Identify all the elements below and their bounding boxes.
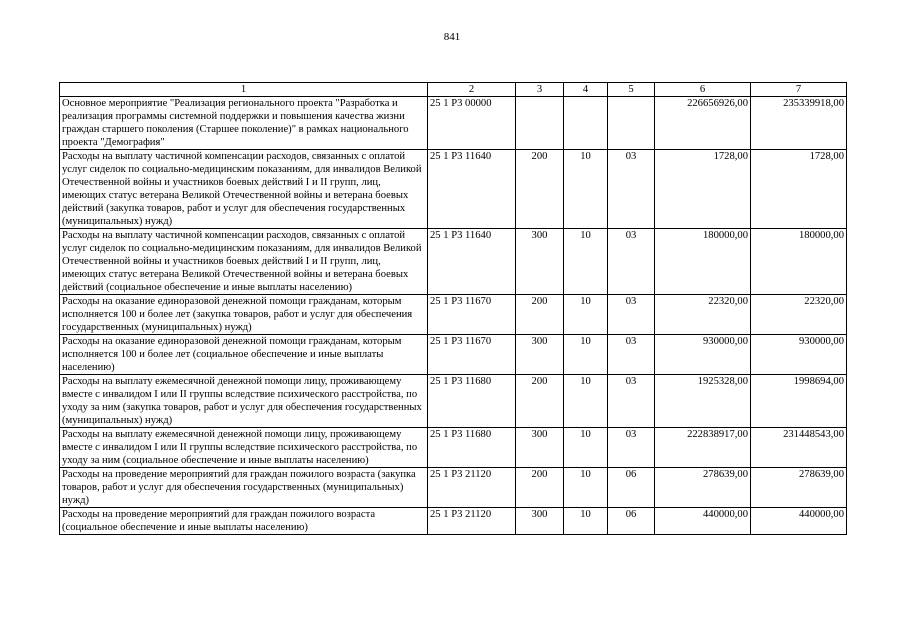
amount-col-7: 1998694,00 (751, 375, 847, 428)
section-code (564, 97, 608, 150)
amount-col-7: 930000,00 (751, 335, 847, 375)
expense-type-code: 200 (516, 375, 564, 428)
expense-type-code: 300 (516, 508, 564, 535)
target-article-code: 25 1 P3 11670 (428, 295, 516, 335)
header-cell: 7 (751, 83, 847, 97)
table-row (60, 150, 847, 229)
subsection-code (608, 97, 655, 150)
expense-type-code (516, 97, 564, 150)
subsection-code: 03 (608, 375, 655, 428)
expense-type-code: 200 (516, 468, 564, 508)
page-number: 841 (443, 31, 461, 43)
subsection-code: 03 (608, 229, 655, 295)
amount-col-7: 440000,00 (751, 508, 847, 535)
row-description: Расходы на проведение мероприятий для граждан пожилого возраста (закупка товаров, работ и услуг для обеспечения государственных (муниципальных) нужд) (60, 468, 428, 508)
amount-col-6: 222838917,00 (655, 428, 751, 468)
table-row (60, 229, 847, 295)
amount-col-7: 22320,00 (751, 295, 847, 335)
row-description: Расходы на оказание единоразовой денежной помощи гражданам, которым исполняется 100 и более лет (закупка товаров, работ и услуг для обеспечения государственных (муниципальных) нужд) (60, 295, 428, 335)
expense-type-code: 200 (516, 150, 564, 229)
amount-col-7: 231448543,00 (751, 428, 847, 468)
expense-type-code: 300 (516, 229, 564, 295)
header-cell: 6 (655, 83, 751, 97)
amount-col-6: 930000,00 (655, 335, 751, 375)
subsection-code: 03 (608, 335, 655, 375)
row-description: Расходы на проведение мероприятий для граждан пожилого возраста (социальное обеспечение и иные выплаты населению) (60, 508, 428, 535)
header-cell: 4 (564, 83, 608, 97)
section-code: 10 (564, 468, 608, 508)
table-row (60, 295, 847, 335)
target-article-code: 25 1 P3 00000 (428, 97, 516, 150)
header-cell: 1 (60, 83, 428, 97)
target-article-code: 25 1 P3 21120 (428, 508, 516, 535)
expense-type-code: 300 (516, 335, 564, 375)
row-description: Расходы на выплату частичной компенсации расходов, связанных с оплатой услуг сиделок по социально-медицинским показаниям, для инвалидов Великой Отечественной войны и участников боевых действий I и II групп, лиц, имеющих статус ветерана Великой Отечественной войны и ветерана боевых действий (социальное обеспечение и иные выплаты населению) (60, 229, 428, 295)
subsection-code: 03 (608, 428, 655, 468)
table-row (60, 375, 847, 428)
amount-col-6: 1728,00 (655, 150, 751, 229)
table-row (60, 508, 847, 535)
amount-col-7: 180000,00 (751, 229, 847, 295)
target-article-code: 25 1 P3 11680 (428, 428, 516, 468)
amount-col-6: 1925328,00 (655, 375, 751, 428)
section-code: 10 (564, 335, 608, 375)
table-row (60, 468, 847, 508)
section-code: 10 (564, 375, 608, 428)
amount-col-6: 180000,00 (655, 229, 751, 295)
target-article-code: 25 1 P3 11680 (428, 375, 516, 428)
subsection-code: 06 (608, 508, 655, 535)
header-cell: 3 (516, 83, 564, 97)
row-description: Расходы на выплату ежемесячной денежной помощи лицу, проживающему вместе с инвалидом I или II группы вследствие психического расстройства, по уходу за ним (закупка товаров, работ и услуг для обеспечения государственных (муниципальных) нужд) (60, 375, 428, 428)
amount-col-6: 278639,00 (655, 468, 751, 508)
expense-type-code: 300 (516, 428, 564, 468)
row-description: Расходы на оказание единоразовой денежной помощи гражданам, которым исполняется 100 и более лет (социальное обеспечение и иные выплаты населению) (60, 335, 428, 375)
target-article-code: 25 1 P3 21120 (428, 468, 516, 508)
section-code: 10 (564, 150, 608, 229)
amount-col-7: 1728,00 (751, 150, 847, 229)
section-code: 10 (564, 295, 608, 335)
row-description: Основное мероприятие "Реализация регионального проекта "Разработка и реализация программы системной поддержки и повышения качества жизни граждан старшего поколения (Старшее поколение)" в рамках национального проекта "Демография" (60, 97, 428, 150)
header-cell: 2 (428, 83, 516, 97)
header-cell: 5 (608, 83, 655, 97)
row-description: Расходы на выплату ежемесячной денежной помощи лицу, проживающему вместе с инвалидом I или II группы вследствие психического расстройства, по уходу за ним (социальное обеспечение и иные выплаты населению) (60, 428, 428, 468)
amount-col-6: 226656926,00 (655, 97, 751, 150)
subsection-code: 06 (608, 468, 655, 508)
amount-col-6: 22320,00 (655, 295, 751, 335)
subsection-code: 03 (608, 150, 655, 229)
row-description: Расходы на выплату частичной компенсации расходов, связанных с оплатой услуг сиделок по социально-медицинским показаниям, для инвалидов Великой Отечественной войны и участников боевых действий I и II групп, лиц, имеющих статус ветерана Великой Отечественной войны и ветерана боевых действий (закупка товаров, работ и услуг для обеспечения государственных (муниципальных) нужд) (60, 150, 428, 229)
subsection-code: 03 (608, 295, 655, 335)
amount-col-7: 278639,00 (751, 468, 847, 508)
amount-col-6: 440000,00 (655, 508, 751, 535)
section-code: 10 (564, 428, 608, 468)
table-row (60, 428, 847, 468)
target-article-code: 25 1 P3 11640 (428, 229, 516, 295)
table-row (60, 97, 847, 150)
target-article-code: 25 1 P3 11640 (428, 150, 516, 229)
table-row (60, 335, 847, 375)
header-row (60, 83, 847, 97)
amount-col-7: 235339918,00 (751, 97, 847, 150)
expense-type-code: 200 (516, 295, 564, 335)
section-code: 10 (564, 229, 608, 295)
target-article-code: 25 1 P3 11670 (428, 335, 516, 375)
section-code: 10 (564, 508, 608, 535)
budget-table (59, 82, 847, 535)
